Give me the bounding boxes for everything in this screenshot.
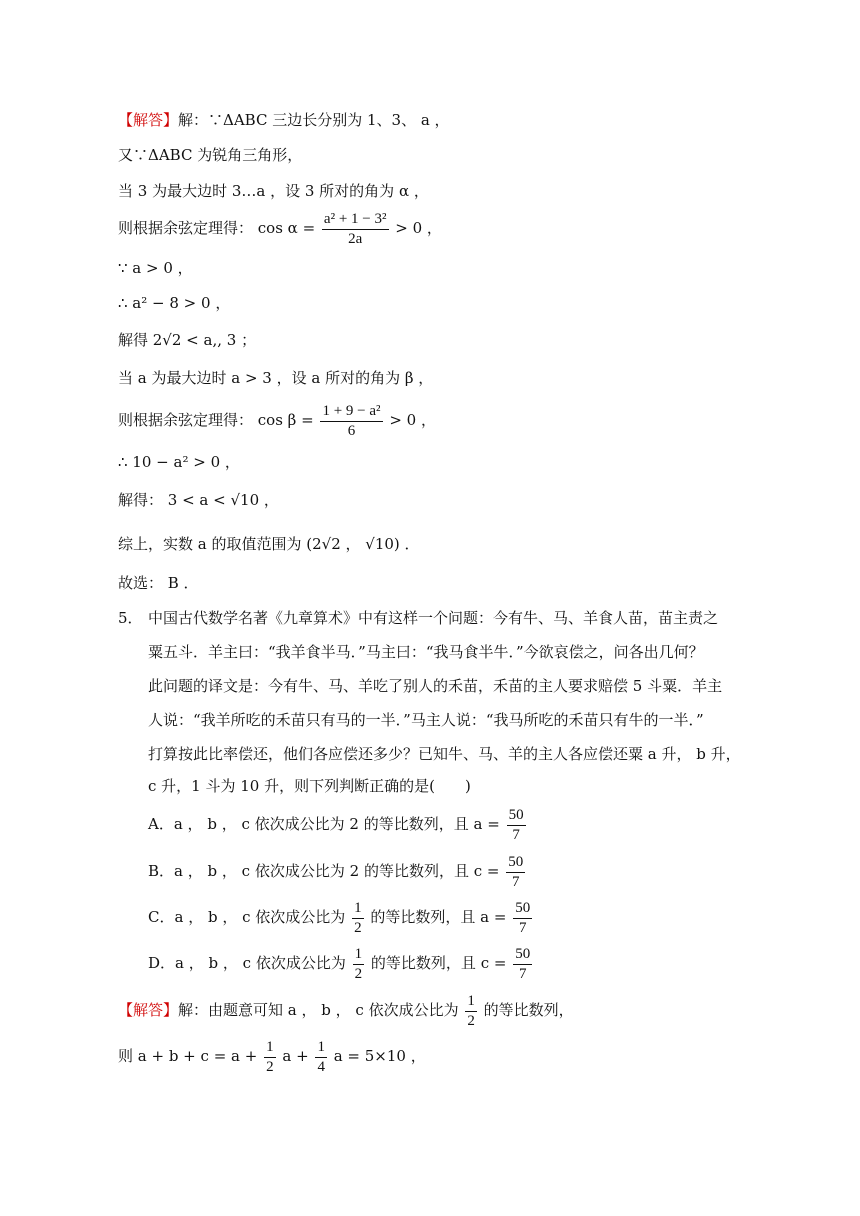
solution-line-13: 故选： B ． [118,574,199,592]
solution-line-11: 解得： 3 < a < √10 ， [118,491,279,509]
fraction-denominator: 7 [512,873,520,890]
option-variable: c = [473,862,500,880]
option-b[interactable] [148,851,527,892]
answer-tag: 【解答】 [118,1001,179,1019]
solution-text-tail: 的等比数列， [483,1001,574,1019]
option-fraction [513,899,532,938]
option-label: C． [148,908,175,926]
answer-tag: 【解答】 [118,111,179,129]
equation-prefix: 则 a + b + c = a + [118,1047,258,1065]
fraction-numerator: 1 [264,1038,276,1058]
fraction-numerator: 1 [315,1038,327,1058]
fraction-numerator: 1 + 9 − a² [320,402,382,422]
option-variable: a = [480,908,507,926]
solution-line-9 [118,400,436,441]
fraction-denominator: 2 [467,1012,475,1029]
problem-line-1: 中国古代数学名著《九章算术》中有这样一个问题：今有牛、马、羊食人苗，苗主责之 [148,609,719,627]
solution-line-2: 又∵ΔABC 为锐角三角形， [118,146,303,164]
ratio-fraction [465,992,477,1031]
option-label: A． [148,815,174,833]
equation-middle: a + [282,1047,309,1065]
fraction-numerator: 1 [353,945,365,965]
option-ratio: 2 [349,815,359,833]
option-variable: a = [473,815,500,833]
option-text: a ， b ， c 依次成公比为 [174,862,345,880]
fraction-numerator: 50 [513,945,532,965]
fraction-denominator: 2a [348,230,363,247]
quarter-fraction [315,1038,327,1077]
problem-number: 5． [118,609,143,627]
equation-suffix: a = 5×10 ， [333,1047,426,1065]
problem-line-2: 粟五斗．羊主曰：“我羊食半马．”马主曰：“我马食半牛．”今欲哀偿之，问各出几何？ [148,643,704,661]
half-fraction [264,1038,276,1077]
solution-line-4 [118,208,442,249]
fraction-denominator: 7 [518,919,527,936]
option-d[interactable] [148,943,534,984]
option-tail: 的等比数列，且 [363,862,469,880]
solution-line-7: 解得 2√2 < a,, 3 ； [118,331,257,349]
fraction-denominator: 7 [518,965,527,982]
option-tail: 的等比数列，且 [363,815,469,833]
equation-suffix: > 0 ， [389,411,436,429]
problem-line-4: 人说：“我羊所吃的禾苗只有马的一半．”马主人说：“我马所吃的禾苗只有牛的一半．” [148,711,704,729]
equation-prefix: 则根据余弦定理得： cos β = [118,411,314,429]
solution2-line-2 [118,1036,426,1077]
fraction-denominator: 4 [317,1058,325,1075]
option-tail: 的等比数列，且 [370,954,476,972]
solution-line-3: 当 3 为最大边时 3…a ，设 3 所对的角为 α ， [118,182,429,200]
solution-line-1 [118,110,450,130]
equation-suffix: > 0 ， [395,219,442,237]
fraction-numerator: 1 [465,992,477,1012]
problem-line-3: 此问题的译文是：今有牛、马、羊吃了别人的禾苗，禾苗的主人要求赔偿 5 斗粟．羊主 [148,677,723,695]
option-fraction [513,945,532,984]
solution2-line-1 [118,990,574,1031]
option-a[interactable] [148,804,528,845]
option-label: B． [148,862,175,880]
fraction-numerator: a² + 1 − 3² [322,210,389,230]
option-text: a ， b ， c 依次成公比为 [173,815,345,833]
solution-line-5: ∵ a > 0 ， [118,259,193,277]
fraction-denominator: 2 [266,1058,274,1075]
fraction-denominator: 2 [354,919,362,936]
fraction-denominator: 7 [512,826,520,843]
fraction-denominator: 2 [354,965,363,982]
solution-text: 解：∵ΔABC 三边长分别为 1、3、 a ， [178,111,450,129]
cos-alpha-fraction [322,210,389,249]
fraction-numerator: 50 [507,806,526,826]
option-ratio-fraction [353,945,365,984]
fraction-numerator: 50 [513,899,532,919]
option-fraction [506,853,525,892]
fraction-numerator: 1 [352,899,364,919]
option-tail: 的等比数列，且 [370,908,476,926]
option-text: a ， b ， c 依次成公比为 [175,954,346,972]
solution-line-8: 当 a 为最大边时 a > 3 ，设 a 所对的角为 β ， [118,369,434,387]
solution-line-12: 综上，实数 a 的取值范围为 (2√2 ， √10) ． [118,535,420,553]
problem-line-6: c 升，1 斗为 10 升，则下列判断正确的是( ) [148,777,471,795]
option-text: a ， b ， c 依次成公比为 [174,908,346,926]
solution-line-6: ∴ a² − 8 > 0 ， [118,294,231,312]
fraction-denominator: 6 [347,422,356,439]
option-variable: c = [480,954,507,972]
equation-prefix: 则根据余弦定理得： cos α = [118,219,316,237]
option-c[interactable] [148,897,534,938]
solution-text: 解：由题意可知 a ， b ， c 依次成公比为 [178,1001,459,1019]
fraction-numerator: 50 [506,853,525,873]
problem-line-5: 打算按此比率偿还，他们各应偿还多少？已知牛、马、羊的主人各应偿还粟 a 升， b 升， [148,745,741,763]
solution-line-10: ∴ 10 − a² > 0 ， [118,453,240,471]
cos-beta-fraction [320,402,382,441]
option-label: D． [148,954,176,972]
option-fraction [507,806,526,845]
option-ratio-fraction [352,899,364,938]
option-ratio: 2 [349,862,360,880]
